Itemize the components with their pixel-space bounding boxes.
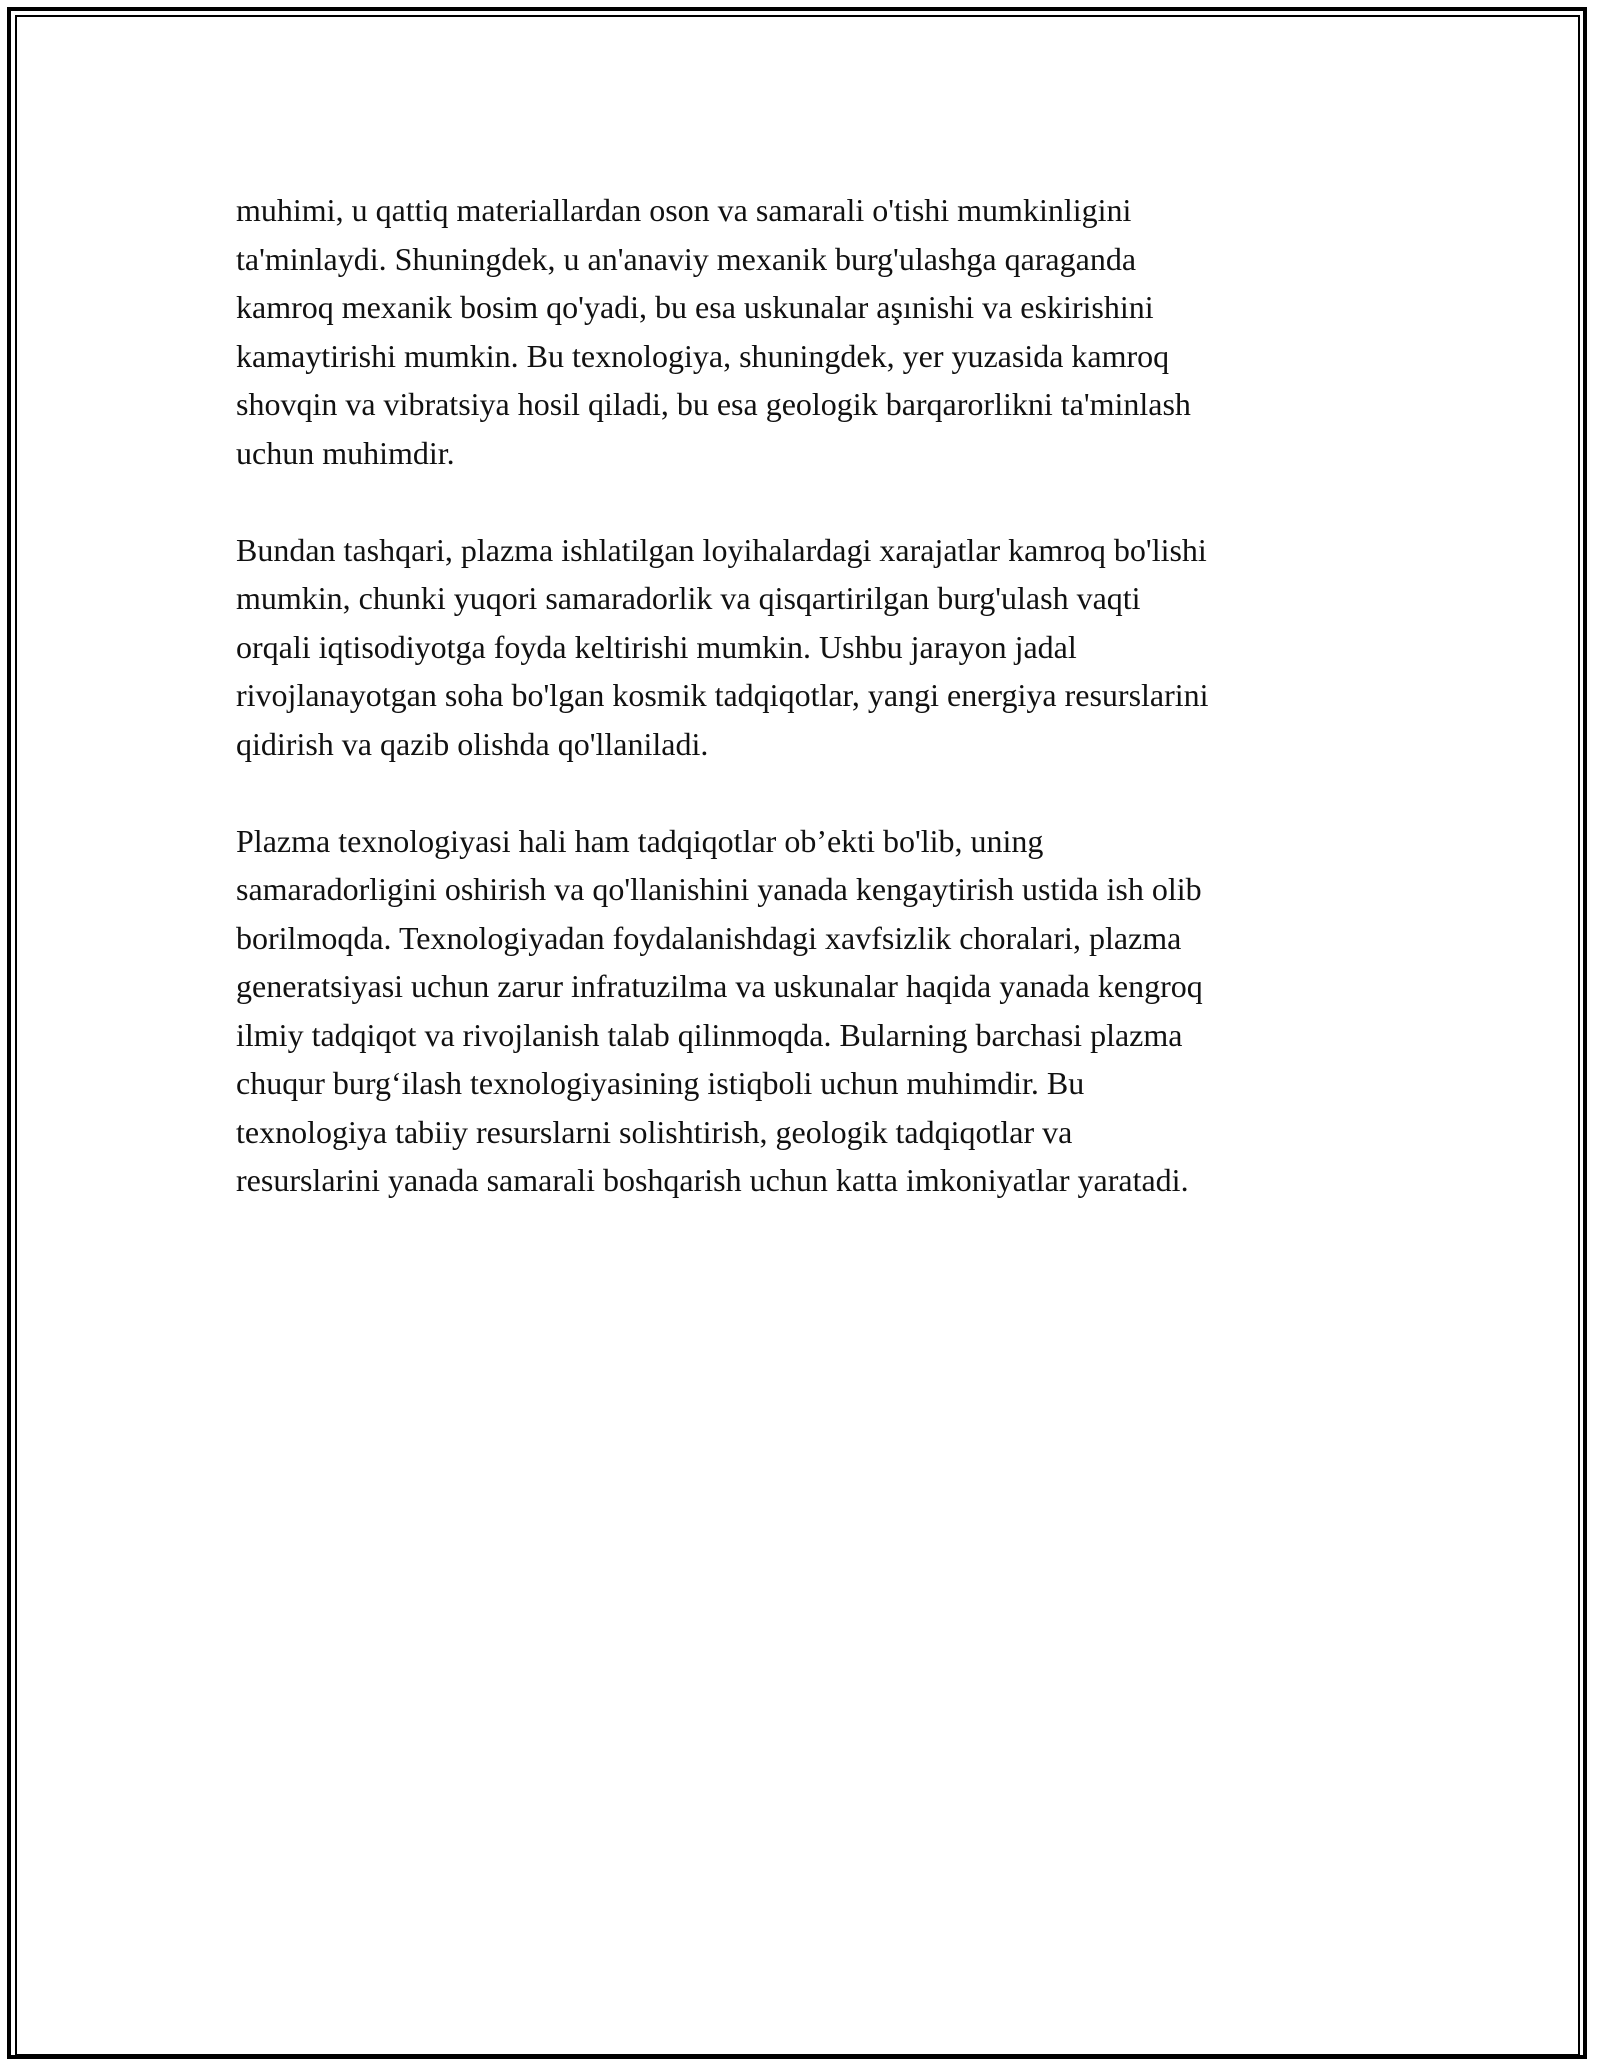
page-body bbox=[236, 186, 1376, 1253]
paragraph-3: Plazma texnologiyasi hali ham tadqiqotlar ob’ekti bo'lib, uning samaradorligini oshirish va qo'llanishini yanada kengaytirish ustida ish olib borilmoqda. Texnologiyadan foydalanishdagi xavfsizlik choralari, plazma generatsiyasi uchun zarur infratuzilma va uskunalar haqida yanada kengroq ilmiy tadqiqot va rivojlanish talab qilinmoqda. Bularning barchasi plazma chuqur burg‘ilash texnologiyasining istiqboli uchun muhimdir. Bu texnologiya tabiiy resurslarni solishtirish, geologik tadqiqotlar va resurslarini yanada samarali boshqarish uchun katta imkoniyatlar yaratadi. bbox=[236, 822, 1203, 1198]
paragraph-2: Bundan tashqari, plazma ishlatilgan loyihalardagi xarajatlar kamroq bo'lishi mumkin, chunki yuqori samaradorlik va qisqartirilgan burg'ulash vaqti orqali iqtisodiyotga foyda keltirishi mumkin. Ushbu jarayon jadal rivojlanayotgan soha bo'lgan kosmik tadqiqotlar, yangi energiya resurslarini qidirish va qazib olishda qo'llaniladi. bbox=[236, 531, 1209, 762]
paragraph-1: muhimi, u qattiq materiallardan oson va samarali o'tishi mumkinligini ta'minlaydi. Shuningdek, u an'anaviy mexanik burg'ulashga qaraganda kamroq mexanik bosim qo'yadi, bu esa uskunalar aşınishi va eskirishini kamaytirishi mumkin. Bu texnologiya, shuningdek, yer yuzasida kamroq shovqin va vibratsiya hosil qiladi, bu esa geologik barqarorlikni ta'minlash uchun muhimdir. bbox=[236, 192, 1191, 471]
